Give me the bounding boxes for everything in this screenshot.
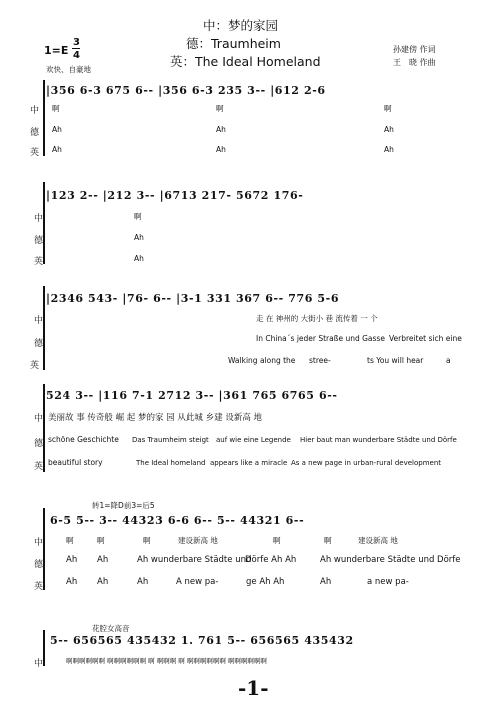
lyric-en: Ah [134,254,144,263]
lyric-en: The Ideal homeland [136,459,206,467]
lyric-de: schöne Geschichte [48,435,119,444]
label-de: 德 [34,560,44,570]
title-de: 德：Traumheim [186,36,281,51]
label-de: 德 [30,128,40,138]
label-cn: 中 [34,214,44,224]
lyric-en: a [446,356,451,365]
credit-music: 王 晓 作曲 [393,58,436,67]
lyric-en: Ah [384,145,394,154]
lyric-de: Ah [66,555,78,565]
title-cn: 中：梦的家园 [203,18,279,33]
lyric-en: Ah [216,145,226,154]
lyric-de: Ah [384,125,394,134]
label-en: 英 [30,148,40,158]
system-bracket [43,384,45,472]
label-en: 英 [34,462,44,472]
lyric-en: beautiful story [48,458,103,467]
lyric-en: Ah [320,577,332,587]
label-cn: 中 [30,106,40,116]
lyric-en: ts You will hear [367,356,424,365]
lyric-de: Ah wunderbare Städte und Dörfe [320,555,461,565]
label-en: 英 [34,257,44,267]
time-signature-bar [72,48,80,49]
lyric-de: Das Traumheim steigt [132,436,209,444]
notation-line: 5-- 656565 435432 1. 761 5-- 656565 435432 [50,634,354,647]
notation-line: |356 6-3 675 6-- |356 6-3 235 3-- |612 2-6 [46,84,326,97]
system-bracket [43,508,45,590]
tempo-marking: 欢快、自豪地 [46,65,91,74]
lyric-de: In China´s jeder Straße und Gasse [256,334,385,343]
lyric-cn: 啊 [324,536,332,545]
lyric-cn: 啊 [97,536,105,545]
lyric-en: As a new page in urban-rural development [291,459,442,467]
system-bracket [43,286,45,370]
lyric-cn: 啊 [384,104,392,113]
notation-line: |2346 543- |76- 6-- |3-1 331 367 6-- 776 5-6 [46,292,340,305]
lyric-de: Hier baut man wunderbare Städte und Dörfe [300,436,457,444]
time-signature-bottom: 4 [73,50,80,61]
lyric-en: Ah [52,145,62,154]
label-cn: 中 [34,414,44,424]
label-cn: 中 [34,659,44,669]
modulation-marking: 转1=降D前3=后5 [92,501,155,510]
page-number: -1- [238,676,269,700]
lyric-en: ge Ah Ah [246,577,285,587]
system-bracket [43,630,45,666]
lyric-cn: 啊 [134,212,142,221]
key-signature: 1=E [44,44,69,57]
lyric-cn: 走 在 神州的 大街小 巷 流传着 一 个 [256,314,378,323]
lyric-de: Dörfe Ah Ah [245,555,297,565]
label-en: 英 [30,361,40,371]
lyric-de: Ah [216,125,226,134]
label-en: 英 [34,582,44,592]
label-de: 德 [34,339,44,349]
lyric-en: A new pa- [176,577,219,587]
label-cn: 中 [34,316,44,326]
lyric-cn: 建设新高 地 [178,536,218,545]
time-signature-top: 3 [73,37,80,48]
lyric-cn: 美丽故 事 传奇般 崛 起 梦的家 园 从此城 乡建 设新高 地 [48,413,263,423]
lyric-cn: 啊 [216,104,224,113]
lyric-en: Ah [137,577,149,587]
title-en: 英：The Ideal Homeland [170,54,321,69]
lyric-en: Ah [97,577,109,587]
lyric-de: Ah wunderbare Städte und [137,555,252,565]
lyric-cn: 啊 [52,104,60,113]
notation-line: 524 3-- |116 7-1 2712 3-- |361 765 6765 6-- [46,389,338,402]
lyric-de: Verbreitet sich eine [389,334,462,343]
system-bracket [43,182,45,264]
lyric-en: appears like a miracle [210,459,288,467]
credit-lyrics: 孙建傍 作词 [393,45,436,54]
lyric-de: Ah [52,125,62,134]
lyric-cn: 啊 [143,536,151,545]
lyric-de: Ah [134,233,144,242]
lyric-en: a new pa- [367,577,409,587]
notation-line: |123 2-- |212 3-- |6713 217- 5672 176- [46,189,304,202]
label-de: 德 [34,236,44,246]
label-de: 德 [34,439,44,449]
voice-marking: 花腔女高音 [92,624,130,633]
lyric-en: stree- [309,356,331,365]
lyric-en: Walking along the [228,356,296,365]
lyric-de: Ah [97,555,109,565]
label-cn: 中 [34,538,44,548]
lyric-de: auf wie eine Legende [216,436,291,444]
lyric-cn: 建设新高 地 [358,536,398,545]
system-bracket [43,80,45,156]
lyric-cn: 啊啊啊啊啊啊 啊啊啊啊啊啊 啊 啊啊啊 啊 啊啊啊啊啊啊 啊啊啊啊啊啊 [66,657,267,665]
lyric-cn: 啊 [66,536,74,545]
notation-line: 6-5 5-- 3-- 44323 6-6 6-- 5-- 44321 6-- [50,514,305,527]
lyric-cn: 啊 [273,536,281,545]
lyric-en: Ah [66,577,78,587]
